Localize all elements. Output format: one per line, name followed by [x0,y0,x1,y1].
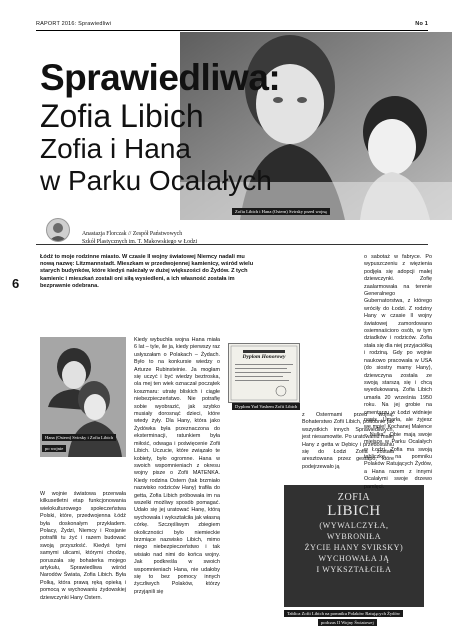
author-line-2: Szkół Plastycznych im. T. Makowskiego w Łodzi [82,239,198,245]
body-column-4: o sabotaż w fabryce. Po wypuszczeniu z więzienia podjęła się adopcji małej dziewczynki. Zofię zaalarmowała na terenie Generalnego Gubernatorstwa, z którego wróciły do Łodzi. Z rodziny Hany w czasie II wojny światowej zamordowano osiemnaścioro osób, w tym dziadków i rodziców. Zofia stała się dla niej przyjaciółką i rodziną. Gdy po wojnie naukowo pracowała w USA (do siostry mamy Hany), dziewczyna została ze swoją starszą się i chcą wyedukowaną. Zofia Libich umarła 20 września 1950 roku. Na jej grobie na cmentarzu w Łodzi widnieje napis „Umarła, ale żyjesz we mnie! Kochanej Malence – Nulka". Obie mają swoje miejsce w Parku Ocalałych w Łodzi. Zofia ma swoją tabliczkę na pomniku Polaków Ratujących Żydów, a Hana razem z innymi Ocalałymi swoje drzewo pamięci. [364,254,433,490]
article-title-line-1: Sprawiedliwa: [40,57,281,98]
plaque-line-5: WYCHOWAŁA JĄ [318,554,390,563]
photo-caption-left-1: Hana (Ostern) Svirsky i Zofia Libich [42,434,116,441]
photo-caption-plaque-2: podczas II Wojny Światowej [318,619,377,626]
article-title-line-2: Zofia Libich [40,98,204,134]
photo-caption-top: Zofia Libich i Hana (Ostern) Svirsky przed wojną [232,208,330,215]
photo-caption-left-2: po wojnie [42,445,66,452]
header-section: RAPORT 2016: Sprawiedliwi [36,21,112,27]
body-column-2: Kiedy wybuchła wojna Hana miała 6 lat – tyle, ile ja, kiedy pierwszy raz usłyszałam o Polakach – Żydach. Było to na konkursie wiedzy o Arturze Rubinsteinie. Ja mogłam się uczyć i być wiedzy beztroska, ola mej ten wiek oznaczał początek koszmaru: utratę bliskich i ciągłe niebezpieczeństwo. Nie potrafię sobie wyobrazić, jak szybko musiały dorosnąć dzieci, które wtedy żyły. Dla Hany, która jako Żydówka była przeznaczona do eksterminacji, ratunkiem była miłość, odwaga i poświęcenie Zofii Libich. Uczucie, które związało te kobiety, było ogromne. Hana w swoich wspomnieniach z okresu wojny pisze o Zofii MATENKA. Kiedy rodzina Ostern (tak brzmiało nazwisko rodziców Hany) trafiła do getta, Zofia Libich próbowała im na wszelki możliwy sposób pomagać. Udało się jej uratować Hanę, którą wychowała i wykształciła jak własną córkę. Szczęśliwym zbiegiem okoliczności było niemieckie brzmiące nazwisko Libich, mimo niego niebezpieczeństwo i tak wisiało nad nimi do końca wojny. Jak podkreśla w swoich wspomnieniach Hana, nie udałoby się to bez pomocy innych życzliwych Polaków, którzy przyjąnili się [134,337,220,595]
plaque-line-4: ŻYCIE HANY SVIRSKY) [304,543,404,552]
diploma-image [229,344,299,402]
header-rule [36,30,428,31]
plaque-inscription [292,492,416,575]
article-title-line-4: w Parku Ocalałych [40,165,272,196]
page-number: 6 [12,276,20,291]
photo-caption-doc: Dyplom Yad Vashem Zofii Libich [232,403,300,410]
plaque-line-6: I WYKSZTAŁCIŁA [316,565,392,574]
author-line-1: Anastazja Florczak // Zespół Państwowych [82,231,183,237]
article-lead: Łódź to moje rodzinne miasto. W czasie II wojny światowej Niemcy nadali mu nową nazwę: Litzmannstadt. Mieszkam w przedwojennej kamienicy, wśród wielu starych budynków, które kiedyś należały w dużej większości do Żydów. Z tych kamienic i mieszkań zostali oni siłą wysiedleni, a ich własność została im bezprawnie odebrana. [40,254,254,289]
plaque-line-2: LIBICH [327,503,381,519]
section-divider [36,244,428,245]
body-column-1: W wojnie światowa przerwała kilkusetletni etap funkcjonowania wielokulturowego społeczeństwa Polski, które, przedwojenna Łódź była doskonałym przykładem. Polacy, Żydzi, Niemcy i Rosjanie potrafili tu żyć i razem budować swoją przyszłość. Kiedyś tymi samymi ulicami, którymi chodzę, poruszała się bohaterka mojego artykułu, Sprawiedliwa wśród Narodów Świata, Zofia Libich. Była Polką, która prawą ręką opieką i pomocą w wychowaniu żydowskiej dziewczynki Hany Ostern. [40,491,126,601]
plaque-line-3: (WYWALCZYŁA, WYBRONIŁA [319,521,389,541]
header-issue: No 1 [415,21,428,27]
plaque-line-1: ZOFIA [337,492,371,503]
photo-caption-plaque-1: Tablica Zofii Libich na pomniku Polaków Ratujących Żydów [284,610,403,617]
diploma-title: Dyplom Honorowy [242,354,286,360]
body-column-3: z Ostermami przed wojną. Bohaterstwo Zofii Libich, podobnie jak wszystkich innych Sprawiedliwych, jest niesamowite. Po uratowaniu małej Hany z getta w Dębicy i przedostaniu się do Łodzi Zofia została aresztowana przez gestapo, które podejrzewało ją [302,412,394,470]
running-header [36,20,428,32]
yad-vashem-diploma [228,343,300,403]
author-avatar [46,218,70,242]
article-title-line-3: Zofia i Hana [40,133,191,164]
